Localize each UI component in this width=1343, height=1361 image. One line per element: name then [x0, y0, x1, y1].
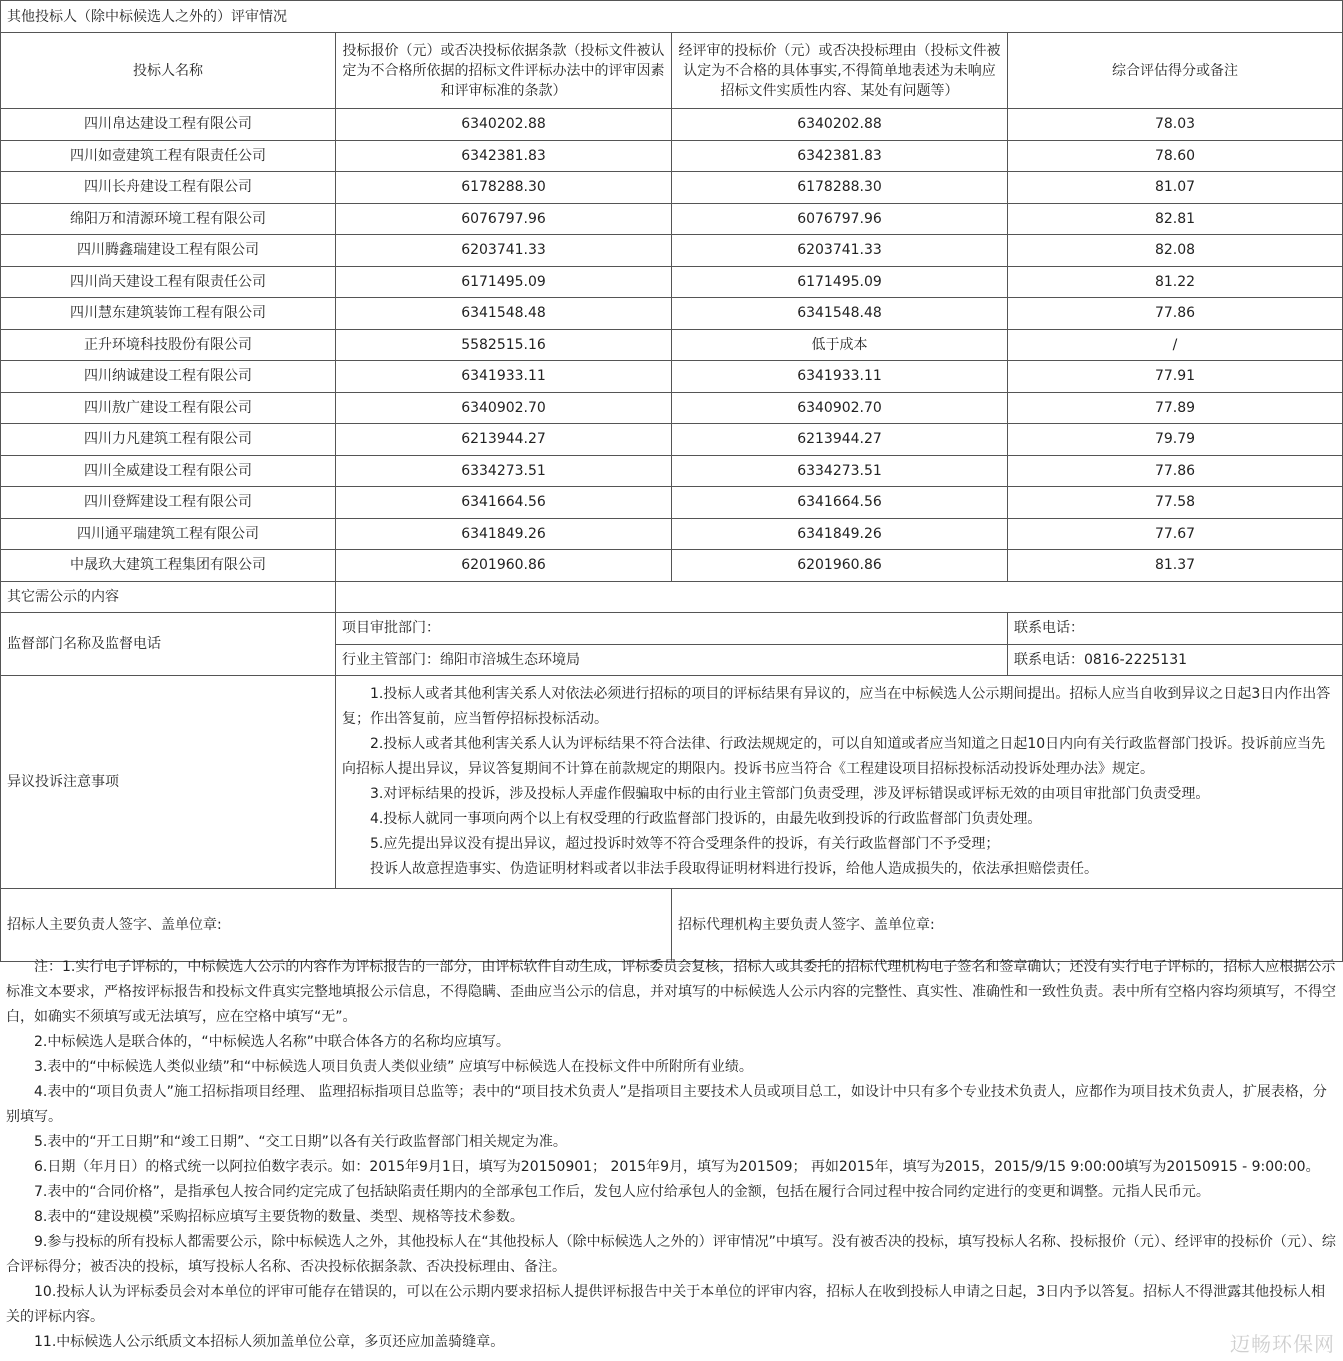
bid-price: 6213944.27 — [336, 424, 672, 456]
objection-notes — [336, 676, 1343, 889]
bidder-name: 四川尚天建设工程有限责任公司 — [1, 266, 336, 298]
objection-item: 投诉人故意捏造事实、伪造证明材料或者以非法手段取得证明材料进行投诉，给他人造成损失的，依法承担赔偿责任。 — [370, 861, 1098, 877]
bid-price: 6341933.11 — [336, 361, 672, 393]
evaluated-price: 6341664.56 — [672, 487, 1008, 519]
footnote: 2.中标候选人是联合体的，“中标候选人名称”中联合体各方的名称均应填写。 — [34, 1034, 510, 1050]
other-content-label: 其它需公示的内容 — [1, 581, 336, 613]
table-row — [1, 392, 1343, 424]
footnotes — [6, 955, 1336, 1355]
table-row — [1, 487, 1343, 519]
bidder-name: 四川登辉建设工程有限公司 — [1, 487, 336, 519]
supervision-label: 监督部门名称及监督电话 — [1, 613, 336, 676]
footnote: 6.日期（年月日）的格式统一以阿拉伯数字表示。如：2015年9月1日，填写为20150901； 2015年9月，填写为201509； 再如2015年，填写为2015，2015/9/15 9:00:00填写为20150915 - 9:00:00。 — [34, 1159, 1320, 1175]
footnote: 9.参与投标的所有投标人都需要公示，除中标候选人之外，其他投标人在“其他投标人（除中标候选人之外的）评审情况”中填写。没有被否决的投标，填写投标人名称、投标报价（元）、经评审的投标价（元）、综合评标得分；被否决的投标，填写投标人名称、否决投标依据条款、否决投标理由、备注。 — [6, 1234, 1336, 1275]
score: 77.58 — [1008, 487, 1343, 519]
score: 81.22 — [1008, 266, 1343, 298]
score: / — [1008, 329, 1343, 361]
score: 81.37 — [1008, 550, 1343, 582]
bidder-name: 绵阳万和清源环境工程有限公司 — [1, 203, 336, 235]
objection-item: 1.投标人或者其他利害关系人对依法必须进行招标的项目的评标结果有异议的，应当在中标候选人公示期间提出。招标人应当自收到异议之日起3日内作出答复；作出答复前，应当暂停招标投标活动。 — [342, 686, 1331, 727]
bidder-name: 中晟玖大建筑工程集团有限公司 — [1, 550, 336, 582]
agency-signature: 招标代理机构主要负责人签字、盖单位章: — [672, 889, 1343, 962]
bid-price: 6341664.56 — [336, 487, 672, 519]
bid-price: 6334273.51 — [336, 455, 672, 487]
bidder-name: 四川纳诚建设工程有限公司 — [1, 361, 336, 393]
score: 82.81 — [1008, 203, 1343, 235]
evaluated-price: 6341849.26 — [672, 518, 1008, 550]
bidder-name: 四川通平瑞建筑工程有限公司 — [1, 518, 336, 550]
bidder-name: 四川力凡建筑工程有限公司 — [1, 424, 336, 456]
table-row — [1, 550, 1343, 582]
approval-dept: 项目审批部门： — [336, 613, 1008, 645]
evaluated-price: 6334273.51 — [672, 455, 1008, 487]
score: 78.60 — [1008, 140, 1343, 172]
footnote: 7.表中的“合同价格”，是指承包人按合同约定完成了包括缺陷责任期内的全部承包工作后，发包人应付给承包人的金额，包括在履行合同过程中按合同约定进行的变更和调整。元指人民币元。 — [34, 1184, 1210, 1200]
table-row — [1, 329, 1343, 361]
evaluated-price: 6171495.09 — [672, 266, 1008, 298]
col-header-score: 综合评估得分或备注 — [1008, 33, 1343, 109]
bid-price: 6171495.09 — [336, 266, 672, 298]
col-header-evaluated: 经评审的投标价（元）或否决投标理由（投标文件被认定为不合格的具体事实,不得简单地表述为未响应招标文件实质性内容、某处有问题等） — [672, 33, 1008, 109]
evaluated-price: 6213944.27 — [672, 424, 1008, 456]
other-content-value — [336, 581, 1343, 613]
footnote: 3.表中的“中标候选人类似业绩”和“中标候选人项目负责人类似业绩” 应填写中标候选人在投标文件中所附所有业绩。 — [34, 1059, 753, 1075]
bid-price: 6341849.26 — [336, 518, 672, 550]
score: 77.89 — [1008, 392, 1343, 424]
score: 77.67 — [1008, 518, 1343, 550]
score: 81.07 — [1008, 172, 1343, 204]
bid-price: 6178288.30 — [336, 172, 672, 204]
table-row — [1, 203, 1343, 235]
bidder-name: 四川腾鑫瑞建设工程有限公司 — [1, 235, 336, 267]
footnote: 8.表中的“建设规模”采购招标应填写主要货物的数量、类型、规格等技术参数。 — [34, 1209, 524, 1225]
bidder-name: 四川敖广建设工程有限公司 — [1, 392, 336, 424]
table-row — [1, 361, 1343, 393]
bid-price: 5582515.16 — [336, 329, 672, 361]
bid-price: 6076797.96 — [336, 203, 672, 235]
evaluated-price: 6178288.30 — [672, 172, 1008, 204]
evaluated-price: 6201960.86 — [672, 550, 1008, 582]
table-row — [1, 235, 1343, 267]
objection-item: 3.对评标结果的投诉，涉及投标人弄虚作假骗取中标的由行业主管部门负责受理，涉及评标错误或评标无效的由项目审批部门负责受理。 — [370, 786, 1210, 802]
bidder-name: 四川帛达建设工程有限公司 — [1, 109, 336, 141]
footnote: 5.表中的“开工日期”和“竣工日期”、“交工日期”以各有关行政监督部门相关规定为准。 — [34, 1134, 567, 1150]
bid-price: 6340202.88 — [336, 109, 672, 141]
footnote: 注：1.实行电子评标的，中标候选人公示的内容作为评标报告的一部分，由评标软件自动生成，评标委员会复核，招标人或其委托的招标代理机构电子签名和签章确认；还没有实行电子评标的，招标人应根据公示标准文本要求，严格按评标报告和投标文件真实完整地填报公示信息，不得隐瞒、歪曲应当公示的信息，并对填写的中标候选人公示内容的完整性、真实性、准确性和一致性负责。表中所有空格内容均须填写，不得空白，如确实不须填写或无法填写，应在空格中填写“无”。 — [6, 959, 1336, 1025]
col-header-bid: 投标报价（元）或否决投标依据条款（投标文件被认定为不合格所依据的招标文件评标办法中的评审因素和评审标准的条款） — [336, 33, 672, 109]
evaluated-price: 低于成本 — [672, 329, 1008, 361]
table-row — [1, 424, 1343, 456]
watermark: 迈畅环保网 — [1230, 1332, 1335, 1356]
bidder-name: 四川慧东建筑装饰工程有限公司 — [1, 298, 336, 330]
score: 77.91 — [1008, 361, 1343, 393]
bid-price: 6342381.83 — [336, 140, 672, 172]
bid-price: 6201960.86 — [336, 550, 672, 582]
evaluated-price: 6341548.48 — [672, 298, 1008, 330]
approval-phone: 联系电话： — [1008, 613, 1343, 645]
objection-item: 2.投标人或者其他利害关系人认为评标结果不符合法律、行政法规规定的，可以自知道或者应当知道之日起10日内向有关行政监督部门投诉。投诉前应当先向招标人提出异议，异议答复期间不计算在前款规定的期限内。投诉书应当符合《工程建设项目招标投标活动投诉处理办法》规定。 — [342, 736, 1326, 777]
bidder-name: 四川长舟建设工程有限公司 — [1, 172, 336, 204]
evaluated-price: 6203741.33 — [672, 235, 1008, 267]
table-header — [1, 33, 1343, 109]
footnote: 4.表中的“项目负责人”施工招标指项目经理、 监理招标指项目总监等；表中的“项目技术负责人”是指项目主要技术人员或项目总工，如设计中只有多个专业技术负责人，应都作为项目技术负责人，扩展表格，分别填写。 — [6, 1084, 1327, 1125]
table-row — [1, 298, 1343, 330]
score: 78.03 — [1008, 109, 1343, 141]
bid-price: 6341548.48 — [336, 298, 672, 330]
evaluated-price: 6340202.88 — [672, 109, 1008, 141]
bid-price: 6340902.70 — [336, 392, 672, 424]
table-row — [1, 172, 1343, 204]
col-header-name: 投标人名称 — [1, 33, 336, 109]
objection-item: 5.应先提出异议没有提出异议，超过投诉时效等不符合受理条件的投诉，有关行政监督部门不予受理； — [370, 836, 1000, 852]
industry-dept: 行业主管部门：绵阳市涪城生态环境局 — [336, 644, 1008, 676]
table-row — [1, 518, 1343, 550]
footnote: 10.投标人认为评标委员会对本单位的评审可能存在错误的，可以在公示期内要求招标人提供评标报告中关于本单位的评审内容，招标人在收到投标人申请之日起，3日内予以答复。招标人不得泄露其他投标人相关的评标内容。 — [6, 1284, 1326, 1325]
table-row — [1, 140, 1343, 172]
bid-price: 6203741.33 — [336, 235, 672, 267]
industry-phone: 联系电话：0816-2225131 — [1008, 644, 1343, 676]
section-title: 其他投标人（除中标候选人之外的）评审情况 — [1, 1, 1343, 33]
footnote: 11.中标候选人公示纸质文本招标人须加盖单位公章，多页还应加盖骑缝章。 — [34, 1334, 505, 1350]
evaluated-price: 6340902.70 — [672, 392, 1008, 424]
table-row — [1, 455, 1343, 487]
objection-item: 4.投标人就同一事项向两个以上有权受理的行政监督部门投诉的，由最先收到投诉的行政监督部门负责处理。 — [370, 811, 1042, 827]
bidder-name: 四川如壹建筑工程有限责任公司 — [1, 140, 336, 172]
tenderer-signature: 招标人主要负责人签字、盖单位章: — [1, 889, 672, 962]
evaluated-price: 6076797.96 — [672, 203, 1008, 235]
score: 77.86 — [1008, 455, 1343, 487]
bidder-name: 正升环境科技股份有限公司 — [1, 329, 336, 361]
table-row — [1, 109, 1343, 141]
evaluated-price: 6341933.11 — [672, 361, 1008, 393]
score: 77.86 — [1008, 298, 1343, 330]
table-row — [1, 266, 1343, 298]
evaluated-price: 6342381.83 — [672, 140, 1008, 172]
score: 82.08 — [1008, 235, 1343, 267]
score: 79.79 — [1008, 424, 1343, 456]
objection-label: 异议投诉注意事项 — [1, 676, 336, 889]
bidder-name: 四川全威建设工程有限公司 — [1, 455, 336, 487]
